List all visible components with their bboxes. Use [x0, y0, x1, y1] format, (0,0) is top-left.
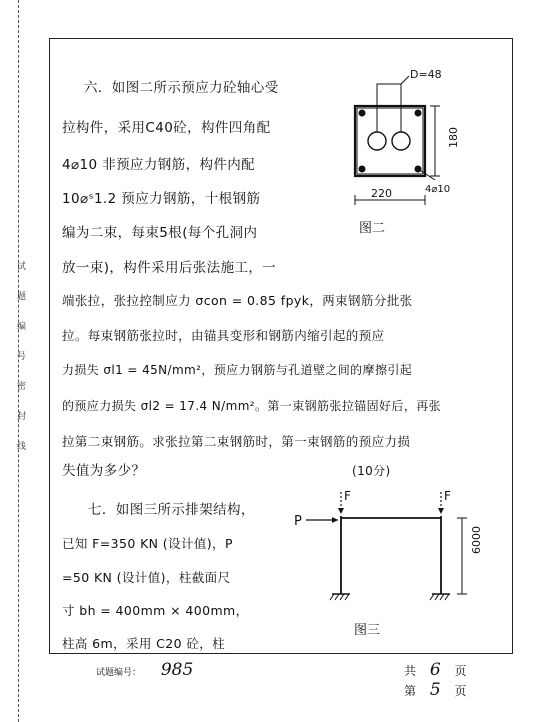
- label-bars: 4⌀10: [425, 184, 451, 195]
- label-180: 180: [447, 127, 460, 148]
- problem6-line: 六．如图二所示预应力砼轴心受: [84, 80, 279, 96]
- figure2-cross-section: [335, 62, 495, 237]
- problem6-line: 10⌀ˢ1.2 预应力钢筋，十根钢筋: [62, 191, 261, 207]
- problem6-line: 失值为多少？: [62, 463, 146, 479]
- label-D: D=48: [410, 68, 442, 81]
- margin-char: 密: [17, 382, 27, 392]
- section-outline: [355, 106, 425, 176]
- exam-code: [96, 660, 193, 680]
- problem6-line: 放一束)，构件采用后张法施工，一: [62, 260, 277, 276]
- problem7-line: =50 KN (设计值)，柱截面尺: [62, 570, 231, 585]
- figure3-frame: [292, 488, 502, 648]
- total-pages-value: 6: [429, 660, 441, 680]
- corner-bar: [415, 110, 422, 117]
- total-pages: [404, 660, 467, 680]
- problem6-line: 拉。每束钢筋张拉时，由锚具变形和钢筋内缩引起的预应: [62, 328, 385, 343]
- label-P: P: [294, 514, 302, 529]
- problem6-score: (10分): [352, 464, 391, 478]
- label-F2: F: [444, 489, 451, 503]
- total-prefix: 共: [404, 664, 417, 678]
- total-suffix: 页: [454, 664, 467, 678]
- problem7-line: 已知 F=350 KN (设计值)，P: [62, 536, 233, 551]
- margin-char: 线: [17, 442, 27, 452]
- problem6-line: 拉第二束钢筋。求张拉第二束钢筋时，第一束钢筋的预应力损: [62, 434, 411, 449]
- problem6-line: 4⌀10 非预应力钢筋，构件内配: [62, 157, 256, 173]
- margin-char: 编: [17, 322, 27, 332]
- problem7-line: 七．如图三所示排架结构，: [88, 502, 255, 518]
- duct-hole: [368, 132, 386, 150]
- label-height: 6000: [470, 526, 483, 554]
- margin-char: 试: [17, 262, 27, 272]
- figure2-caption: 图二: [359, 221, 386, 236]
- problem6-line: 力损失 σl1 = 45N/mm²，预应力钢筋与孔道壁之间的摩擦引起: [62, 363, 413, 377]
- current-page-value: 5: [429, 680, 441, 700]
- current-page: [404, 680, 467, 700]
- problem7-line: 寸 bh = 400mm × 400mm，: [62, 603, 249, 618]
- corner-bar: [359, 166, 366, 173]
- binding-margin-text: [17, 252, 31, 462]
- label-220: 220: [371, 187, 392, 200]
- corner-bar: [359, 110, 366, 117]
- margin-char: 题: [17, 292, 27, 302]
- problem7-line: 柱高 6m，采用 C20 砼，柱: [62, 636, 226, 651]
- problem6-line: 编为二束，每束5根(每个孔洞内: [62, 225, 258, 241]
- margin-char: 封: [17, 412, 27, 422]
- current-prefix: 第: [404, 684, 417, 698]
- label-F1: F: [344, 489, 351, 503]
- problem6-line: 的预应力损失 σl2 = 17.4 N/mm²。第一束钢筋张拉锚固好后，再张: [62, 399, 442, 413]
- figure3-caption: 图三: [354, 623, 381, 638]
- problem6-line: 拉构件，采用C40砼，构件四角配: [62, 120, 271, 136]
- exam-code-label: 试题编号：: [96, 668, 142, 678]
- current-suffix: 页: [454, 684, 467, 698]
- margin-char: 号: [17, 352, 27, 362]
- problem6-line: 端张拉，张拉控制应力 σcon = 0.85 fpyk，两束钢筋分批张: [62, 293, 413, 308]
- duct-hole: [392, 132, 410, 150]
- exam-code-value: 985: [160, 660, 194, 680]
